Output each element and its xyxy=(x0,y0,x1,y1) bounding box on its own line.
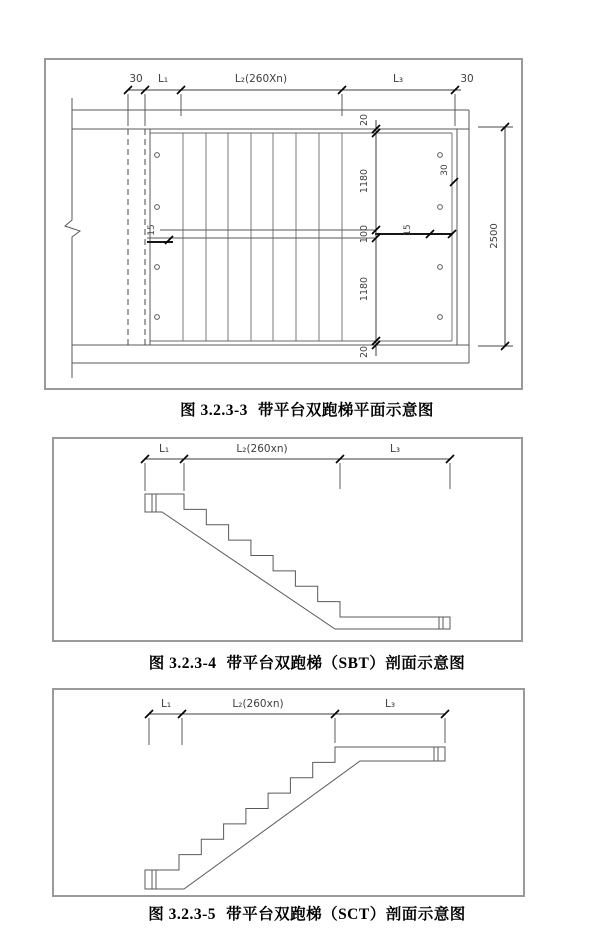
caption-sbt-number: 图 3.2.3-4 xyxy=(148,655,217,672)
plan-top-dimension xyxy=(124,73,474,126)
figure-frame-sct xyxy=(52,688,525,897)
dim-label-l2: L₂(260xn) xyxy=(232,698,284,710)
dim-label-30-edge: 30 xyxy=(440,164,450,176)
break-line-symbol xyxy=(65,98,80,378)
sct-break-marks xyxy=(152,747,438,889)
sbt-stair-profile xyxy=(145,494,450,629)
chain-label-1180-bottom: 1180 xyxy=(359,276,370,302)
dim-label-l3: L₃ xyxy=(392,73,404,85)
plan-hidden-edges xyxy=(128,129,145,345)
dim-label-l1: L₁ xyxy=(160,698,172,710)
caption-plan-number: 图 3.2.3-3 xyxy=(180,402,248,419)
plan-small-dims xyxy=(147,164,458,236)
connection-holes xyxy=(155,153,443,320)
caption-sct-title: 带平台双跑梯（SCT）剖面示意图 xyxy=(226,906,466,923)
dim-label-l3: L₃ xyxy=(389,443,401,455)
caption-sct xyxy=(0,902,614,924)
dim-label-l3: L₃ xyxy=(384,698,396,710)
plan-overall-dimension xyxy=(478,123,513,350)
caption-sbt-title: 带平台双跑梯（SBT）剖面示意图 xyxy=(226,655,466,672)
stair-section-sct-drawing xyxy=(54,690,523,895)
stair-plan-drawing xyxy=(46,60,521,388)
dim-label-30-right: 30 xyxy=(460,73,474,85)
dim-label-30-left: 30 xyxy=(129,73,143,85)
caption-plan-title: 带平台双跑梯平面示意图 xyxy=(257,402,434,419)
sbt-break-marks xyxy=(152,494,443,629)
chain-label-100: 100 xyxy=(359,224,370,244)
chain-label-20-bottom: 20 xyxy=(359,345,370,359)
dim-label-l2: L₂(260Xn) xyxy=(234,73,288,85)
dim-label-2500: 2500 xyxy=(489,223,500,249)
chain-label-20-top: 20 xyxy=(359,113,370,127)
figure-frame-plan xyxy=(44,58,523,390)
dim-label-15-left: 15 xyxy=(147,224,157,236)
figure-frame-sbt xyxy=(52,437,523,642)
sct-stair-profile xyxy=(145,747,445,889)
dim-label-l2: L₂(260xn) xyxy=(236,443,288,455)
dim-label-15-right: 15 xyxy=(403,224,413,236)
chain-label-1180-top: 1180 xyxy=(359,168,370,194)
tread-lines xyxy=(183,133,342,341)
caption-sct-number: 图 3.2.3-5 xyxy=(148,906,217,923)
caption-sbt xyxy=(0,651,614,673)
caption-plan xyxy=(0,398,614,420)
plan-stair-slab xyxy=(150,129,457,345)
stair-section-sbt-drawing xyxy=(54,439,521,640)
sbt-top-dimension xyxy=(141,443,454,491)
dim-label-l1: L₁ xyxy=(157,73,169,85)
sct-top-dimension xyxy=(145,698,449,745)
plan-chain-dimension xyxy=(359,114,380,358)
dim-label-l1: L₁ xyxy=(158,443,170,455)
